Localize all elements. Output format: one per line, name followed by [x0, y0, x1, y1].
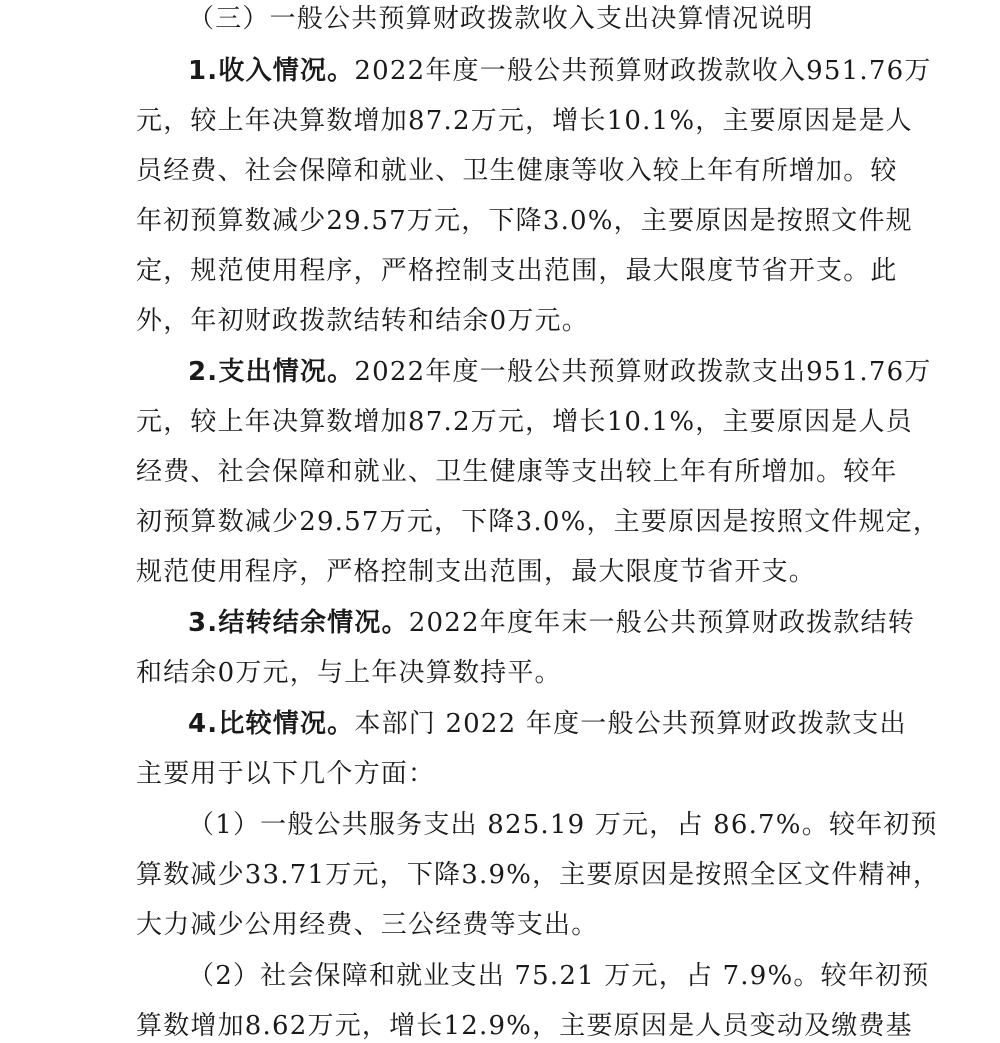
- paragraph-2-line-4: 初预算数减少29.57万元，下降3.0%，主要原因是按照文件规定，: [136, 507, 941, 537]
- paragraph-2-line-3: 经费、社会保障和就业、卫生健康等支出较上年有所增加。较年: [136, 457, 898, 487]
- paragraph-1-line-2: 元，较上年决算数增加87.2万元，增长10.1%，主要原因是是人: [136, 106, 913, 136]
- paragraph-1-heading: 1.收入情况。: [188, 56, 355, 86]
- paragraph-2-line-5: 规范使用程序，严格控制支出范围，最大限度节省开支。: [136, 557, 817, 587]
- paragraph-2-line-1: [188, 355, 932, 389]
- paragraph-4-line-2: 主要用于以下几个方面：: [136, 759, 436, 789]
- section-title: （三）一般公共预算财政拨款收入支出决算情况说明: [188, 4, 814, 34]
- paragraph-2-heading: 2.支出情况。: [188, 357, 355, 387]
- paragraph-3-text: 2022年度年末一般公共预算财政拨款结转: [408, 608, 915, 638]
- paragraph-1-line-4: 年初预算数减少29.57万元，下降3.0%，主要原因是按照文件规: [136, 206, 913, 236]
- paragraph-2-line-2: 元，较上年决算数增加87.2万元，增长10.1%，主要原因是人员: [136, 407, 913, 437]
- paragraph-6-line-2: 算数增加8.62万元，增长12.9%，主要原因是人员变动及缴费基: [136, 1011, 913, 1041]
- paragraph-1-line-3: 员经费、社会保障和就业、卫生健康等收入较上年有所增加。较: [136, 156, 898, 186]
- paragraph-4-line-1: [188, 707, 907, 741]
- paragraph-1-line-5: 定，规范使用程序，严格控制支出范围，最大限度节省开支。此: [136, 256, 898, 286]
- paragraph-6-line-1: （2）社会保障和就业支出 75.21 万元，占 7.9%。较年初预: [188, 961, 930, 991]
- paragraph-4-text: 本部门 2022 年度一般公共预算财政拨款支出: [354, 709, 907, 739]
- paragraph-2-text: 2022年度一般公共预算财政拨款支出951.76万: [354, 357, 932, 387]
- paragraph-5-line-3: 大力减少公用经费、三公经费等支出。: [136, 910, 599, 940]
- paragraph-5-line-2: 算数减少33.71万元，下降3.9%，主要原因是按照全区文件精神，: [136, 860, 941, 890]
- paragraph-1-text: 2022年度一般公共预算财政拨款收入951.76万: [354, 56, 932, 86]
- paragraph-3-line-1: [188, 606, 915, 640]
- paragraph-5-line-1: （1）一般公共服务支出 825.19 万元，占 86.7%。较年初预: [188, 810, 938, 840]
- paragraph-3-heading: 3.结转结余情况。: [188, 608, 409, 638]
- paragraph-4-heading: 4.比较情况。: [188, 709, 355, 739]
- paragraph-1-line-6: 外，年初财政拨款结转和结余0万元。: [136, 306, 589, 336]
- paragraph-3-line-2: 和结余0万元，与上年决算数持平。: [136, 658, 562, 688]
- paragraph-1-line-1: [188, 54, 932, 88]
